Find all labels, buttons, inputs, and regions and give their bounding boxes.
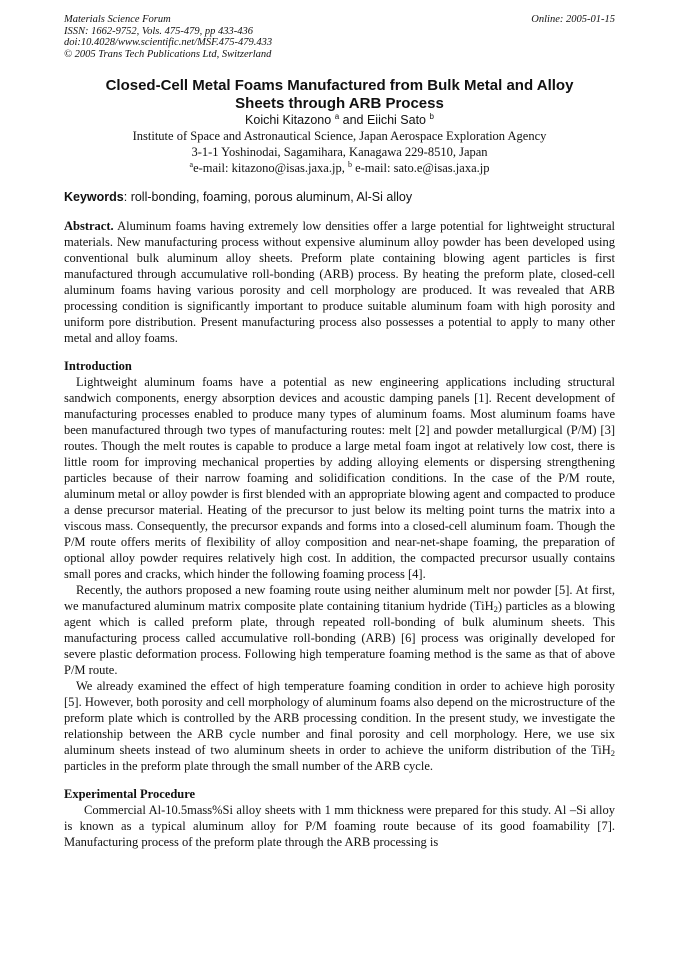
online-date: Online: 2005-01-15 (531, 14, 615, 25)
section-heading-experimental: Experimental Procedure (64, 787, 196, 801)
intro-paragraph-3-text-b: particles in the preform plate through the small number of the ARB cycle. (64, 759, 433, 773)
author-1-affil-mark: a (334, 112, 340, 121)
title-line-2: Sheets through ARB Process (235, 95, 444, 112)
subscript-2: 2 (493, 604, 498, 614)
keywords (64, 189, 615, 205)
intro-paragraph-3-text-a: We already examined the effect of high temperature foaming condition in order to achieve high porosity [5]. However, both porosity and cell morphology of aluminum foams also depend on the microstructure of the preform plate which is controlled by the ARB processing condition. In the present study, we investigate the relationship between the ARB cycle number and final porosity and cell morphology. Here, we use six aluminum sheets instead of two aluminum sheets in order to achieve the uniform distribution of the TiH (64, 679, 615, 757)
abstract-label: Abstract. (64, 219, 114, 233)
intro-paragraph-2-text-a: Recently, the authors proposed a new foaming route using neither aluminum melt nor powder [5]. At first, we manufactured aluminum matrix composite plate containing titanium hydride (TiH (64, 583, 615, 613)
paper-title (64, 77, 615, 113)
email-b: e-mail: sato.e@isas.jaxa.jp (355, 161, 490, 175)
email-b-mark: b (347, 160, 352, 169)
title-line-1: Closed-Cell Metal Foams Manufactured from Bulk Metal and Alloy (105, 77, 574, 94)
author-2-affil-mark: b (429, 112, 434, 121)
author-1: Koichi Kitazono (245, 113, 332, 127)
intro-paragraph-2 (64, 582, 615, 678)
author-2: Eiichi Sato (366, 113, 427, 127)
affiliation (64, 128, 615, 176)
keywords-label: Keywords (64, 190, 124, 204)
issn-line: ISSN: 1662-9752, Vols. 475-479, pp 433-436 (64, 25, 253, 37)
experimental-paragraph-1: Commercial Al-10.5mass%Si alloy sheets with 1 mm thickness were prepared for this study. Al –Si alloy is known as a typical aluminum alloy for P/M foaming route because of its good foamability [7]. Manufacturing process of the preform plate through the ARB processing is (64, 803, 615, 849)
abstract-text: Aluminum foams having extremely low densities offer a large potential for lightweight structural materials. New manufacturing process without expensive aluminum alloy powder has been developed using conventional bulk aluminum alloy sheets. Preform plate containing blowing agent particles is first manufactured through accumulative roll-bonding (ARB) process. By heating the preform plate, closed-cell aluminum foams having various porosity and cell morphology are produced. It was revealed that ARB processing condition is significantly important to produce suitable aluminum foam with high porosity and uniform pore distribution. Present manufacturing process also possesses a potential to apply to many other metal and alloy foams. (64, 219, 615, 345)
copyright-line: © 2005 Trans Tech Publications Ltd, Switzerland (64, 48, 272, 60)
intro-paragraph-2-text-b: ) particles as a blowing agent which is called preform plate, through repeated roll-bonding of bulk aluminum sheets. This manufacturing process called accumulative roll-bonding (ARB) [6] process was originally developed for severe plastic deformation process. Following high temperature foaming method is the same as that of above P/M route. (64, 599, 616, 677)
affiliation-emails (64, 160, 615, 176)
journal-name: Materials Science Forum (64, 14, 171, 25)
journal-header (64, 14, 615, 60)
email-a-mark: a (189, 160, 194, 169)
author-conjunction: and (339, 113, 367, 127)
keywords-text: : roll-bonding, foaming, porous aluminum, Al-Si alloy (123, 190, 413, 204)
section-heading-introduction: Introduction (64, 359, 132, 373)
author-list (64, 113, 615, 128)
abstract (64, 218, 615, 346)
affiliation-address: 3-1-1 Yoshinodai, Sagamihara, Kanagawa 229-8510, Japan (191, 145, 488, 159)
affiliation-institute: Institute of Space and Astronautical Science, Japan Aerospace Exploration Agency (132, 129, 547, 143)
subscript-2: 2 (610, 748, 615, 758)
intro-paragraph-3 (64, 678, 615, 774)
doi-line: doi:10.4028/www.scientific.net/MSF.475-479.433 (64, 37, 273, 48)
intro-paragraph-1: Lightweight aluminum foams have a potential as new engineering applications including structural sandwich components, energy absorption devices and acoustic damping panels [1]. Recent development of manufacturing processes enabled to produce many types of aluminum foams. Most aluminum foams have been manufactured through two types of manufacturing routes: melt [2] and powder metallurgical (P/M) [3] routes. Though the melt routes is capable to produce a large metal foam ingot at relatively low cost, there is little room for improving mechanical properties by adding alloying elements or dispersing strengthening particles because of their narrow foaming and solidification conditions. In the case of the P/M route, aluminum metal or alloy powder is first blended with an appropriate blowing agent and compacted to produce a dense precursor material. Heating of the precursor to just below its melting point turns the matrix into a viscous mass. Consequently, the precursor expands and forms into a closed-cell aluminum foam. Though the P/M route offers merits of flexibility of alloy composition and near-net-shape foaming, the preparation of optional alloy powder requires relatively high cost. In addition, the compacted precursor usually contains small pores and cracks, which hinder the following foaming process [4]. (64, 375, 615, 581)
email-a: e-mail: kitazono@isas.jaxa.jp, (193, 161, 345, 175)
paper-page (64, 14, 615, 850)
